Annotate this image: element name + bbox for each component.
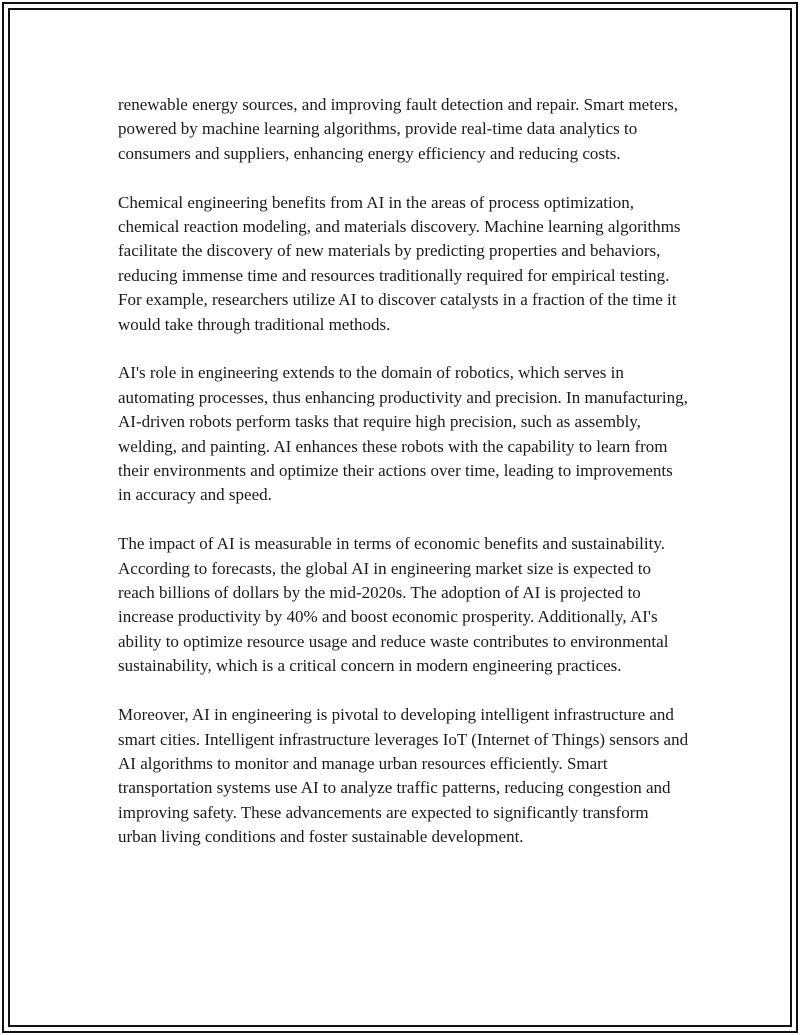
paragraph-economic-impact: The impact of AI is measurable in terms of economic benefits and sustainability. According to forecasts, the global AI in engineering market size is expected to reach billions of dollars by the mid-2020s. The adoption of AI is projected to increase productivity by 40% and boost economic prosperity. Additionally, AI's ability to optimize resource usage and reduce waste contributes to environmental sustainability, which is a critical concern in modern engineering practices.	[118, 534, 669, 676]
paragraph-smart-meters: renewable energy sources, and improving fault detection and repair. Smart meters, powered by machine learning algorithms, provide real-time data analytics to consumers and suppliers, enhancing energy efficiency and reducing costs.	[118, 95, 679, 163]
paragraph-chemical-engineering: Chemical engineering benefits from AI in the areas of process optimization, chemical reaction modeling, and materials discovery. Machine learning algorithms facilitate the discovery of new materials by predicting properties and behaviors, reducing immense time and resources traditionally required for empirical testing. For example, researchers utilize AI to discover catalysts in a fraction of the time it would take through traditional methods.	[118, 192, 681, 334]
paragraph-robotics: AI's role in engineering extends to the domain of robotics, which serves in automating processes, thus enhancing productivity and precision. In manufacturing, AI-driven robots perform tasks that require high precision, such as assembly, welding, and painting. AI enhances these robots with the capability to learn from their environments and optimize their actions over time, leading to improvements in accuracy and speed.	[118, 363, 688, 505]
document-body	[118, 93, 690, 874]
paragraph-smart-cities: Moreover, AI in engineering is pivotal to developing intelligent infrastructure and smart cities. Intelligent infrastructure leverages IoT (Internet of Things) sensors and AI algorithms to monitor and manage urban resources efficiently. Smart transportation systems use AI to analyze traffic patterns, reducing congestion and improving safety. These advancements are expected to significantly transform urban living conditions and foster sustainable development.	[118, 705, 689, 847]
